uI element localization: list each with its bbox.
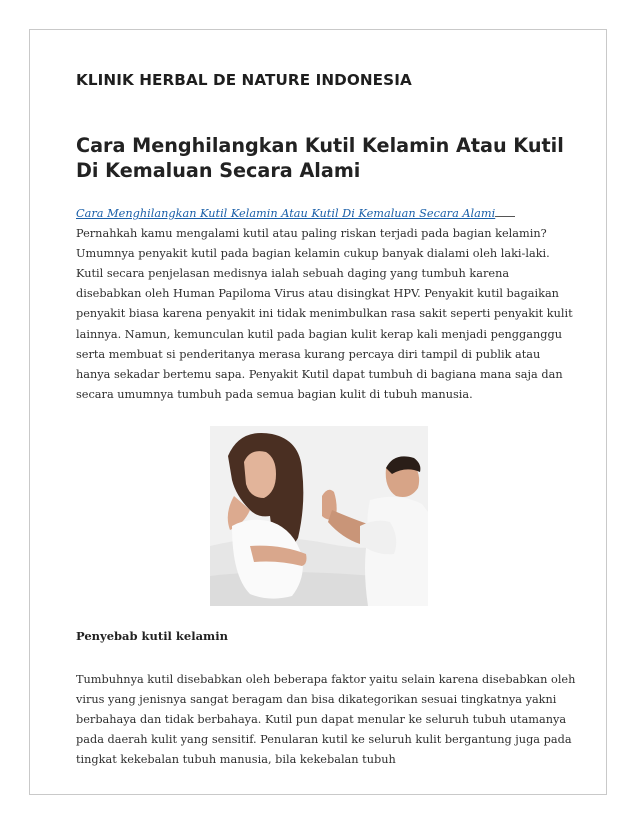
couple-photo xyxy=(210,426,428,606)
section-paragraph: Tumbuhnya kutil disebabkan oleh beberapa faktor yaitu selain karena disebabkan oleh virus yang jenisnya sangat beragam dan bisa dikategorikan sesuai tingkatnya yakni berbahaya dan tidak berbahaya. Kutil pun dapat menular ke seluruh tubuh utamanya pada daerah kulit yang sensitif. Penularan kutil ke seluruh kulit bergantung juga pada tingkat kekebalan tubuh manusia, bila kekebalan tubuh xyxy=(76,673,576,767)
section-heading: Penyebab kutil kelamin xyxy=(76,629,228,643)
article-title: Cara Menghilangkan Kutil Kelamin Atau Kutil Di Kemaluan Secara Alami xyxy=(76,134,564,182)
blank-underline xyxy=(495,205,515,217)
intro-link[interactable]: Cara Menghilangkan Kutil Kelamin Atau Kutil Di Kemaluan Secara Alami xyxy=(76,207,496,220)
intro-text: Pernahkah kamu mengalami kutil atau paling riskan terjadi pada bagian kelamin? Umumnya penyakit kutil pada bagian kelamin cukup banyak dialami oleh laki-laki. Kutil secara penjelasan medisnya ialah sebuah daging yang tumbuh karena disebabkan oleh Human Papiloma Virus atau disingkat HPV. Penyakit kutil bagaikan penyakit biasa karena penyakit ini tidak menimbulkan rasa sakit seperti penyakit kulit lainnya. Namun, kemunculan kutil pada bagian kulit kerap kali menjadi pengganggu serta membuat si penderitanya merasa kurang percaya diri tampil di publik atau hanya sekadar bertemu sapa. Penyakit Kutil dapat tumbuh di bagiana mana saja dan secara umumnya tumbuh pada semua bagian kulit di tubuh manusia. xyxy=(76,227,573,401)
intro-paragraph xyxy=(76,204,576,405)
site-name: KLINIK HERBAL DE NATURE INDONESIA xyxy=(76,71,412,89)
couple-illustration xyxy=(210,426,428,606)
document-page xyxy=(29,29,607,795)
